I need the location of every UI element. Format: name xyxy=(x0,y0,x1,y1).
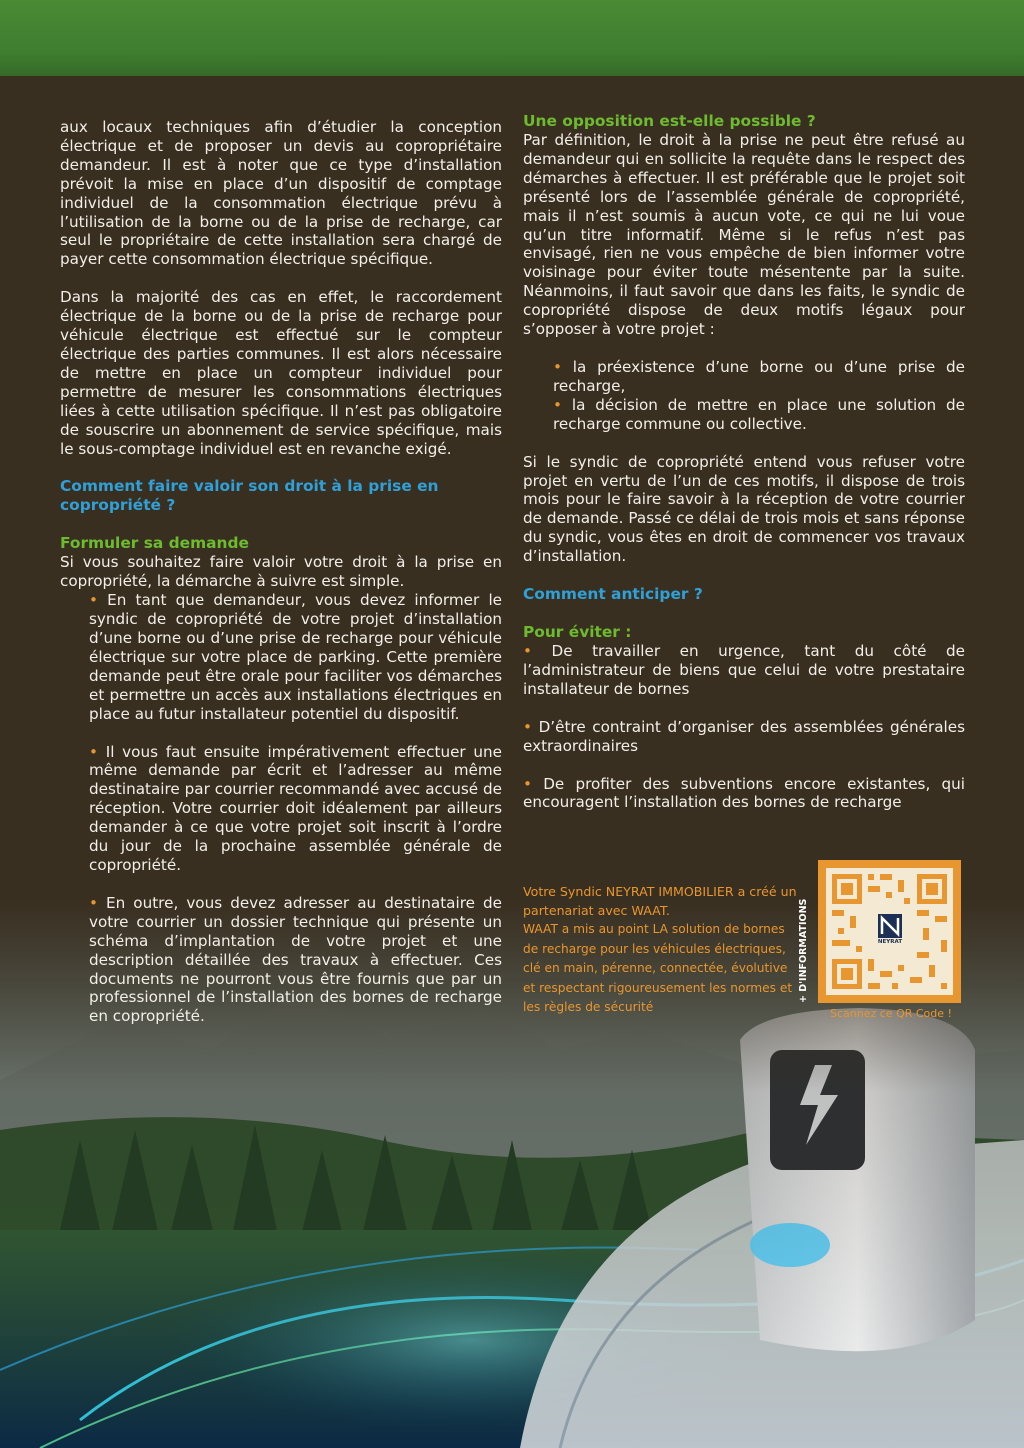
right-item-3: • De profiter des subventions encore existantes, qui encouragent l’installation des bornes de recharge xyxy=(523,774,965,812)
bullet-dot: • xyxy=(553,357,562,376)
bullet-dot: • xyxy=(553,395,562,414)
right-column xyxy=(523,112,965,812)
right-bullet-1: • la préexistence d’une borne ou d’une prise de recharge, xyxy=(553,357,965,395)
right-paragraph-1: Par définition, le droit à la prise ne peut être refusé au demandeur qui en sollicite la requête dans le respect des démarches à effectuer. Il est préférable que le projet soit présenté lors de l’assemblée générale de copropriété, mais il n’est soumis à aucun vote, ce qui ne lui voue qu’un titre informatif. Même si le refus n’est pas envisagé, rien ne vous empêche de bien informer votre voisinage pour éviter toute mésentente par la suite. Néanmoins, il faut savoir que dans les faits, le syndic de copropriété dispose de deux motifs légaux pour s’opposer à votre projet : xyxy=(523,131,965,339)
right-bullet-2: • la décision de mettre en place une solution de recharge commune ou collective. xyxy=(553,395,966,433)
promo-line-2: WAAT a mis au point LA solution de bornes de recharge pour les véhicules électriques, clé en main, pérenne, connectée, évolutive et respectant rigoureusement les normes et les règles de sécurité xyxy=(523,922,793,1014)
bullet-dot: • xyxy=(89,591,98,610)
left-bullet-3: • En outre, vous devez adresser au destinataire de votre courrier un dossier technique qui présente un schéma d’implantation de votre projet et une description détaillée des travaux à effectuer. Ces documents ne pourront vous être fournis que par un professionnel de l’installation des bornes de recharge en copropriété. xyxy=(89,893,502,1026)
qr-code[interactable] xyxy=(826,868,953,995)
heading-droit-prise: Comment faire valoir son droit à la prise en copropriété ? xyxy=(60,477,439,515)
right-item-2: • D’être contraint d’organiser des assemblées générales extraordinaires xyxy=(523,717,965,755)
bullet-dot: • xyxy=(523,774,532,793)
left-paragraph-3: Si vous souhaitez faire valoir votre droit à la prise en copropriété, la démarche à suivre est simple. xyxy=(60,553,502,591)
heading-pour-eviter: Pour éviter : xyxy=(523,623,632,642)
left-paragraph-1: aux locaux techniques afin d’étudier la conception électrique et de proposer un devis au copropriétaire demandeur. Il est à noter que ce type d’installation prévoit la mise en place d’un dispositif de comptage individuel de la consommation électrique prévu à l’utilisation de la borne ou de la prise de recharge, car seul le propriétaire de cette installation sera chargé de payer cette consommation électrique spécifique. xyxy=(60,118,502,269)
heading-anticiper: Comment anticiper ? xyxy=(523,585,703,604)
heading-opposition: Une opposition est-elle possible ? xyxy=(523,112,816,130)
right-paragraph-2: Si le syndic de copropriété entend vous refuser votre projet en vertu de l’un de ces motifs, il dispose de trois mois pour le faire savoir à la réception de votre courrier de demande. Passé ce délai de trois mois et sans réponse du syndic, vous êtes en droit de commencer vos travaux d’installation. xyxy=(523,452,965,566)
bullet-dot: • xyxy=(89,742,98,761)
top-green-bar xyxy=(0,0,1024,76)
promo-line-1: Votre Syndic NEYRAT IMMOBILIER a créé un partenariat avec WAAT. xyxy=(523,884,797,918)
waat-partnership-text xyxy=(523,882,798,1018)
neyrat-logo-text: NEYRAT xyxy=(877,939,903,945)
heading-formuler-demande: Formuler sa demande xyxy=(60,534,249,553)
left-column xyxy=(60,118,502,1026)
bullet-dot: • xyxy=(89,893,98,912)
bullet-dot: • xyxy=(523,642,532,661)
qr-code-frame[interactable] xyxy=(818,860,961,1003)
right-item-1: • De travailler en urgence, tant du côté de l’administrateur de biens que celui de votre prestataire installateur de bornes xyxy=(523,642,965,698)
left-paragraph-2: Dans la majorité des cas en effet, le raccordement électrique de la borne ou de la prise de recharge pour véhicule électrique est effectué sur le compteur électrique des parties communes. Il est alors nécessaire de mettre en place un compteur individuel pour permettre de mesurer les consommations électriques liées à cette utilisation spécifique. Il n’est pas obligatoire de souscrire un abonnement de service spécifique, mais le sous-comptage individuel est en revanche exigé. xyxy=(60,288,502,458)
qr-caption: Scannez ce QR Code ! xyxy=(830,1007,952,1020)
bullet-dot: • xyxy=(523,717,532,736)
qr-code-icon xyxy=(826,868,953,995)
left-bullet-2: • Il vous faut ensuite impérativement effectuer une même demande par écrit et l’adresser au même destinataire par courrier recommandé avec accusé de réception. Votre courrier doit idéalement par ailleurs demander à ce que votre projet soit inscrit à l’ordre du jour de la prochaine assemblée générale de copropriété. xyxy=(89,742,502,874)
left-bullet-1: • En tant que demandeur, vous devez informer le syndic de copropriété de votre projet d’installation d’une borne ou d’une prise de recharge pour véhicule électrique sur votre place de parking. Cette première demande peut être orale pour faciliter vos démarches et permettre un accès aux installations électriques en place au futur installateur potentiel du dispositif. xyxy=(89,591,503,723)
